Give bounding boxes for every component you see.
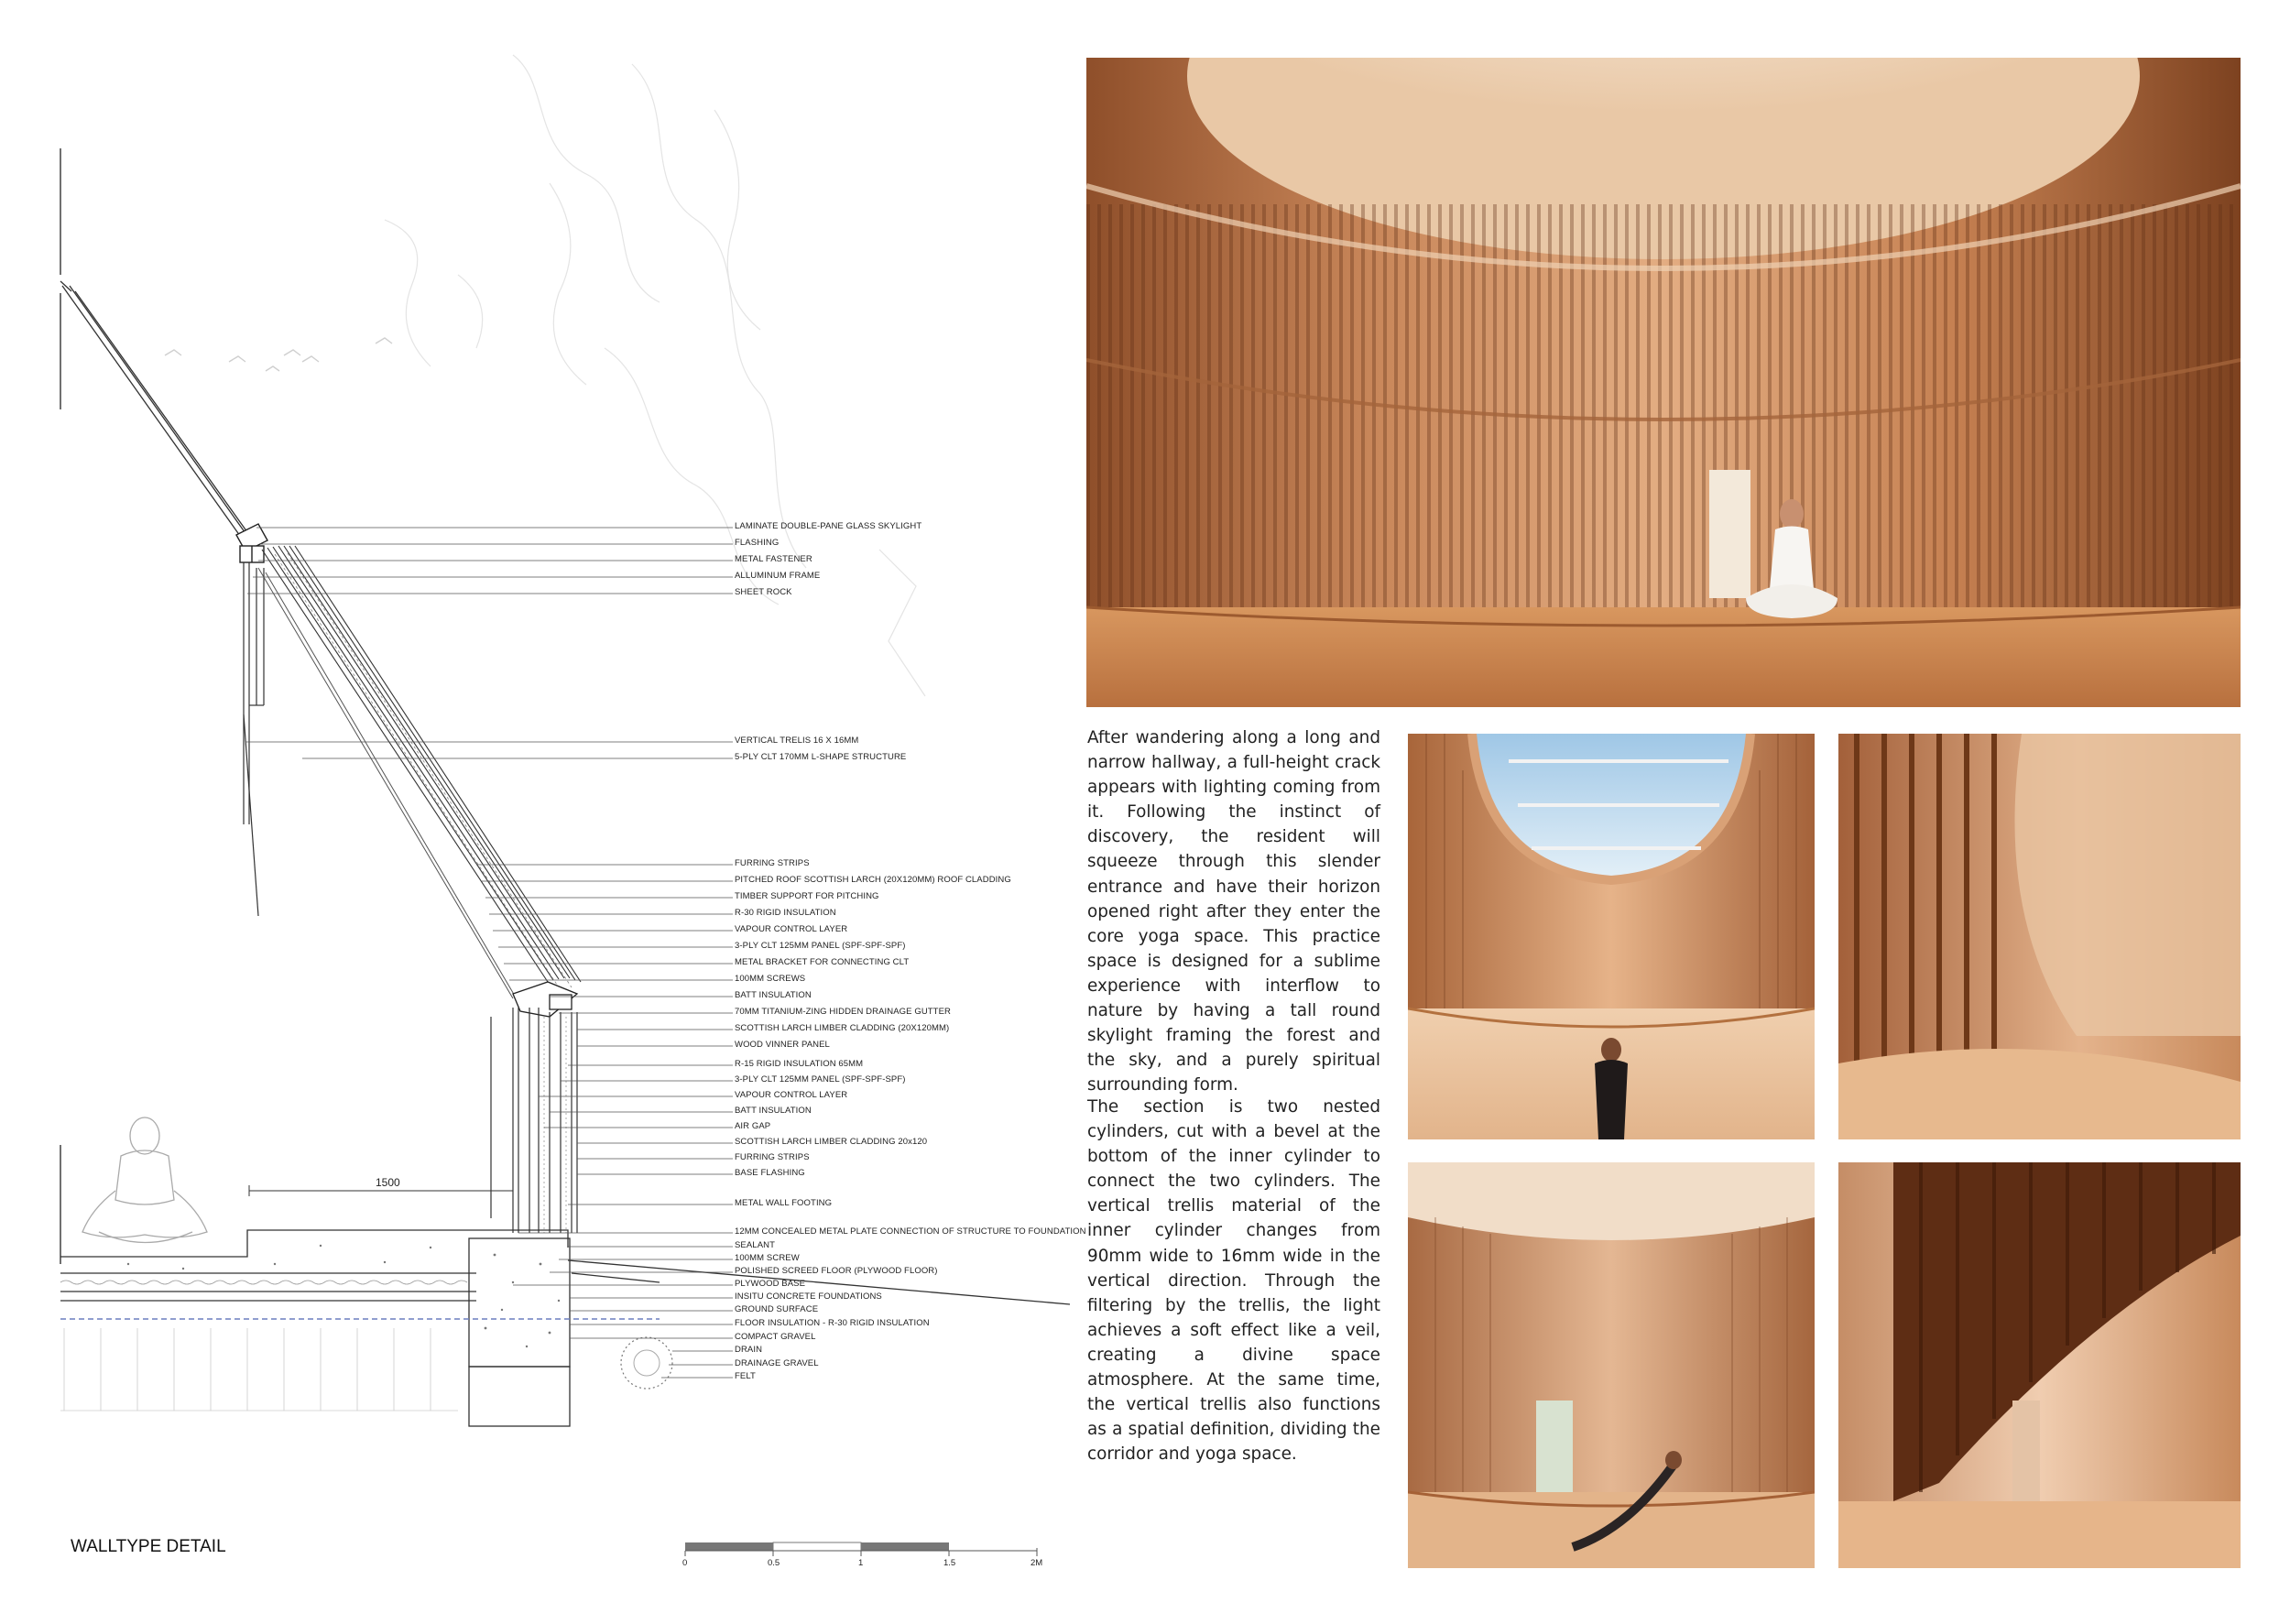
scale-label-1.5: 1.5 (943, 1558, 956, 1568)
scale-label-1: 1 (858, 1558, 864, 1568)
section-label: 5-PLY CLT 170MM L-SHAPE STRUCTURE (735, 752, 907, 762)
meditating-figure (82, 1117, 207, 1243)
section-label: R-15 RIGID INSULATION 65MM (735, 1059, 864, 1069)
section-label: GROUND SURFACE (735, 1304, 819, 1314)
section-label: COMPACT GRAVEL (735, 1332, 816, 1342)
render-curved-trellis (1838, 1162, 2241, 1568)
scale-label-0: 0 (682, 1558, 688, 1568)
section-label: 100MM SCREWS (735, 974, 806, 984)
section-label: BATT INSULATION (735, 990, 812, 1000)
section-label: METAL WALL FOOTING (735, 1198, 833, 1208)
section-label: METAL FASTENER (735, 554, 812, 564)
section-label: 3-PLY CLT 125MM PANEL (SPF-SPF-SPF) (735, 941, 906, 951)
section-linework (0, 0, 1099, 1619)
section-label: ALLUMINUM FRAME (735, 571, 821, 581)
section-label: FLASHING (735, 538, 780, 548)
section-label: TIMBER SUPPORT FOR PITCHING (735, 891, 879, 901)
wall-section-drawing (0, 0, 1099, 1619)
description-paragraph-2: The section is two nested cylinders, cut with a bevel at the bottom of the inner cylinder to connect the two cylinders. The vertical trellis material of the inner cylinder changes from 90mm wide to 16mm wide in the vertical direction. Through the filtering by the trellis, the light achieves a soft effect like a veil, creating a divine space atmosphere. At the same time, the vertical trellis also functions as a spatial definition, dividing the corridor and yoga space. (1087, 1097, 1380, 1465)
section-label: SCOTTISH LARCH LIMBER CLADDING 20x120 (735, 1137, 928, 1147)
section-label: VERTICAL TRELIS 16 X 16MM (735, 736, 859, 746)
section-label: FURRING STRIPS (735, 858, 810, 868)
section-label: POLISHED SCREED FLOOR (PLYWOOD FLOOR) (735, 1266, 938, 1276)
section-label: AIR GAP (735, 1121, 771, 1131)
section-label: INSITU CONCRETE FOUNDATIONS (735, 1292, 882, 1302)
section-label: LAMINATE DOUBLE-PANE GLASS SKYLIGHT (735, 521, 922, 531)
section-label: VAPOUR CONTROL LAYER (735, 1090, 848, 1100)
scale-label-2m: 2M (1030, 1558, 1043, 1568)
scale-label-0.5: 0.5 (768, 1558, 780, 1568)
section-label: PLYWOOD BASE (735, 1279, 806, 1289)
section-label: DRAIN (735, 1345, 763, 1355)
section-label: PITCHED ROOF SCOTTISH LARCH (20X120MM) ROOF CLADDING (735, 875, 1011, 885)
section-label: BATT INSULATION (735, 1106, 812, 1116)
section-label: BASE FLASHING (735, 1168, 805, 1178)
description-paragraph-1: After wandering along a long and narrow hallway, a full-height crack appears with lighting coming from it. Following the instinct of discovery, the resident will squeeze through this slender entrance and have their horizon opened right after they enter the core yoga space. This practice space is designed for a sublime experience with interflow to nature by having a tall round skylight framing the forest and the sky, and a purely spiritual surrounding form. (1087, 728, 1380, 1095)
render-skylight-view (1408, 734, 1815, 1139)
section-label: 70MM TITANIUM-ZING HIDDEN DRAINAGE GUTTER (735, 1007, 951, 1017)
hero-render-yoga-space (1086, 58, 2241, 707)
section-label: SEALANT (735, 1240, 775, 1250)
section-label: FURRING STRIPS (735, 1152, 810, 1162)
section-label: METAL BRACKET FOR CONNECTING CLT (735, 957, 910, 967)
render-inner-cylinder (1408, 1162, 1815, 1568)
section-label: 12MM CONCEALED METAL PLATE CONNECTION OF STRUCTURE TO FOUNDATION (735, 1226, 1086, 1237)
section-label: SHEET ROCK (735, 587, 792, 597)
section-label: WOOD VINNER PANEL (735, 1040, 830, 1050)
section-label: 100MM SCREW (735, 1253, 800, 1263)
section-label: FLOOR INSULATION - R-30 RIGID INSULATION (735, 1318, 930, 1328)
scale-bar (685, 1542, 1037, 1556)
dimension-label: 1500 (376, 1176, 400, 1189)
section-label: 3-PLY CLT 125MM PANEL (SPF-SPF-SPF) (735, 1074, 906, 1084)
drawing-title: WALLTYPE DETAIL (71, 1537, 226, 1556)
render-trellis-corridor (1838, 734, 2241, 1139)
section-label: SCOTTISH LARCH LIMBER CLADDING (20X120MM) (735, 1023, 950, 1033)
section-label: DRAINAGE GRAVEL (735, 1358, 819, 1368)
section-label: FELT (735, 1371, 756, 1381)
section-label: VAPOUR CONTROL LAYER (735, 924, 848, 934)
section-label: R-30 RIGID INSULATION (735, 908, 836, 918)
